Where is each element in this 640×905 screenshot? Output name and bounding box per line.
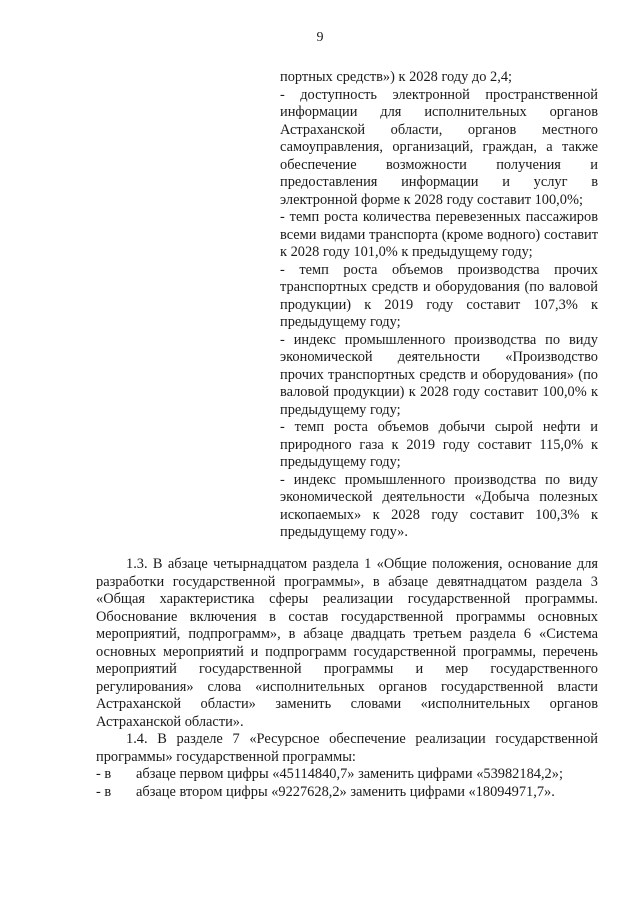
target-item: - темп роста объемов производства прочих транспортных средств и оборудования (по валовой продукции) к 2019 году составит 107,3% к предыдущему году; <box>280 261 598 330</box>
target-item: - индекс промышленного производства по виду экономической деятельности «Производство прочих транспортных средств и оборудования» (по валовой продукции) к 2028 году составит 100,0% к предыдущему году; <box>280 331 598 418</box>
target-item: - доступность электронной пространственной информации для исполнительных органов Астраханской области, органов местного самоуправления, организаций, граждан, а также обеспечение возможности получения и предоставления информации и услуг в электронной форме к 2028 году составит 100,0%; <box>280 86 598 208</box>
sub-item-lead: - в <box>96 783 112 800</box>
target-item: - темп роста количества перевезенных пассажиров всеми видами транспорта (кроме водного) составит к 2028 году 101,0% к предыдущему году; <box>280 209 598 260</box>
target-item: - темп роста объемов добычи сырой нефти и природного газа к 2019 году составит 115,0% к предыдущему году; <box>280 419 598 470</box>
target-item: - индекс промышленного производства по виду экономической деятельности «Добыча полезных ископаемых» к 2028 году составит 100,3% к предыдущему году». <box>280 471 598 540</box>
sub-item-text: абзаце втором цифры «9227628,2» заменить цифрами «18094971,7». <box>136 783 555 800</box>
sub-item-second <box>96 784 598 802</box>
sub-item-text: абзаце первом цифры «45114840,7» заменить цифрами «53982184,2»; <box>136 766 563 782</box>
target-item: портных средств») к 2028 году до 2,4; <box>280 69 513 85</box>
main-text <box>96 556 598 801</box>
sub-item-first <box>96 766 598 784</box>
paragraph-1-4: 1.4. В разделе 7 «Ресурсное обеспечение реализации государственной программы» государственной программы: <box>96 731 598 765</box>
sub-item-lead: - в <box>96 766 112 782</box>
page-number: 9 <box>316 30 324 45</box>
paragraph-1-3: 1.3. В абзаце четырнадцатом раздела 1 «Общие положения, основание для разработки государственной программы», в абзаце девятнадцатом раздела 3 «Общая характеристика сферы реализации государственной программы. Обоснование включения в состав государственной программы основных мероприятий, подпрограмм», в абзаце двадцать третьем раздела 6 «Система основных мероприятий и подпрограмм государственной программы, перечень мероприятий государственной программы и мер государственного регулирования» слова «исполнительных органов государственной власти Астраханской области» заменить словами «исполнительных органов Астраханской области». <box>96 556 598 730</box>
quoted-targets-column <box>280 69 598 542</box>
